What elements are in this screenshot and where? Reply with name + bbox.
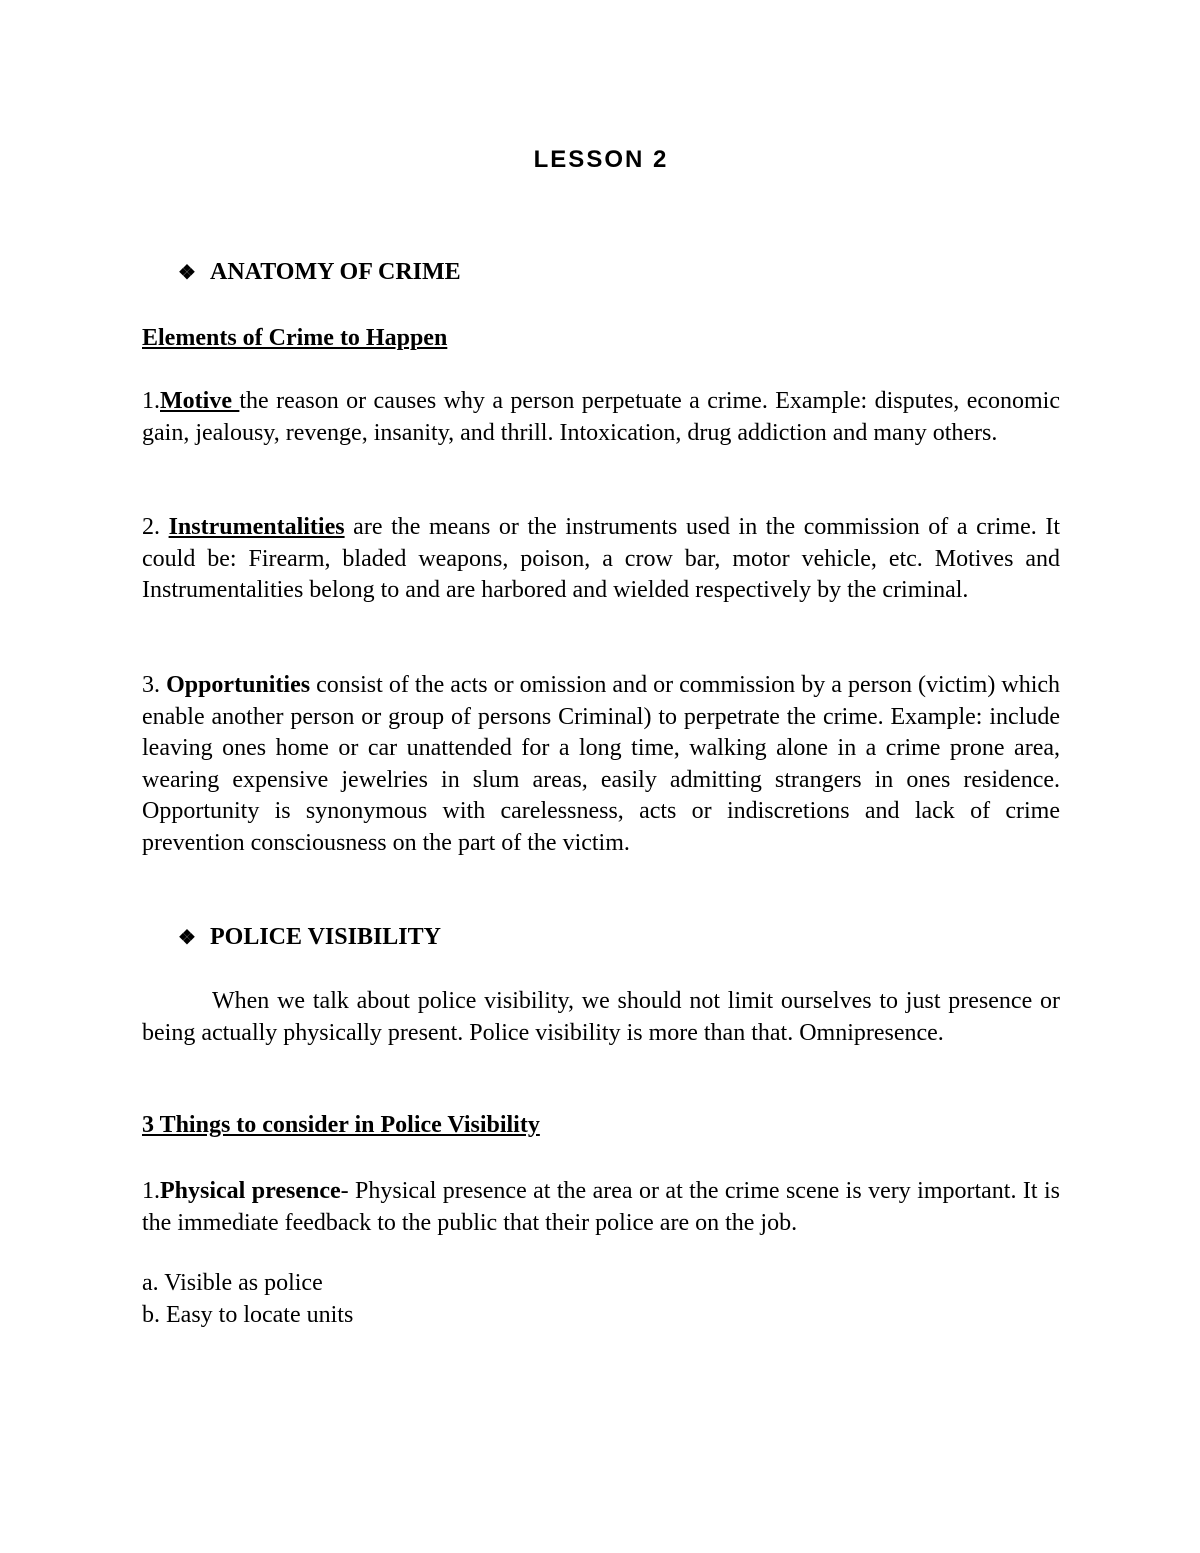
term-motive: Motive [160,388,240,414]
diamond-bullet-icon: ❖ [178,262,196,284]
subheading-three-things: 3 Things to consider in Police Visibility [142,1112,540,1138]
term-physical-presence: Physical presence [160,1178,341,1204]
subheading-elements: Elements of Crime to Happen [142,325,448,351]
motive-paragraph [142,386,1060,449]
section-heading-anatomy [178,259,461,286]
physical-presence-paragraph [142,1176,1060,1239]
section-heading-label: POLICE VISIBILITY [210,924,441,950]
opportunities-paragraph [142,670,1060,859]
item-number: 1. [142,1178,160,1204]
motive-text: the reason or causes why a person perpetuate a crime. Example: disputes, economic gain, jealousy, revenge, insanity, and thrill. Intoxication, drug addiction and many others. [142,388,1060,446]
list-item-b: b. Easy to locate units [142,1302,354,1328]
lesson-title: LESSON 2 [533,146,669,173]
list-item-a: a. Visible as police [142,1270,323,1296]
section-heading-label: ANATOMY OF CRIME [210,259,461,285]
term-instrumentalities: Instrumentalities [168,514,345,540]
item-number: 3. [142,672,167,698]
intro-text: When we talk about police visibility, we should not limit ourselves to just presence or being actually physically present. Police visibility is more than that. Omnipresence. [142,988,1060,1046]
physical-presence-text: - Physical presence at the area or at the crime scene is very important. It is the immediate feedback to the public that their police are on the job. [142,1178,1060,1236]
diamond-bullet-icon: ❖ [178,927,196,949]
instrumentalities-paragraph [142,512,1060,607]
opportunities-text: consist of the acts or omission and or commission by a person (victim) which enable another person or group of persons Criminal) to perpetrate the crime. Example: include leaving ones home or car unattended for a long time, walking alone in a crime prone area, wearing expensive jewelries in slum areas, easily admitting strangers in ones residence. Opportunity is synonymous with carelessness, acts or indiscretions and lack of crime prevention consciousness on the part of the victim. [142,672,1061,856]
instrumentalities-text: are the means or the instruments used in the commission of a crime. It could be: Firearm, bladed weapons, poison, a crow bar, motor vehicle, etc. Motives and Instrumentalities belong to and are harbored and wielded respectively by the criminal. [142,514,1060,603]
item-number: 2. [142,514,169,540]
police-visibility-intro [142,986,1060,1049]
section-heading-police-visibility [178,924,441,951]
term-opportunities: Opportunities [166,672,311,698]
item-number: 1. [142,388,160,414]
